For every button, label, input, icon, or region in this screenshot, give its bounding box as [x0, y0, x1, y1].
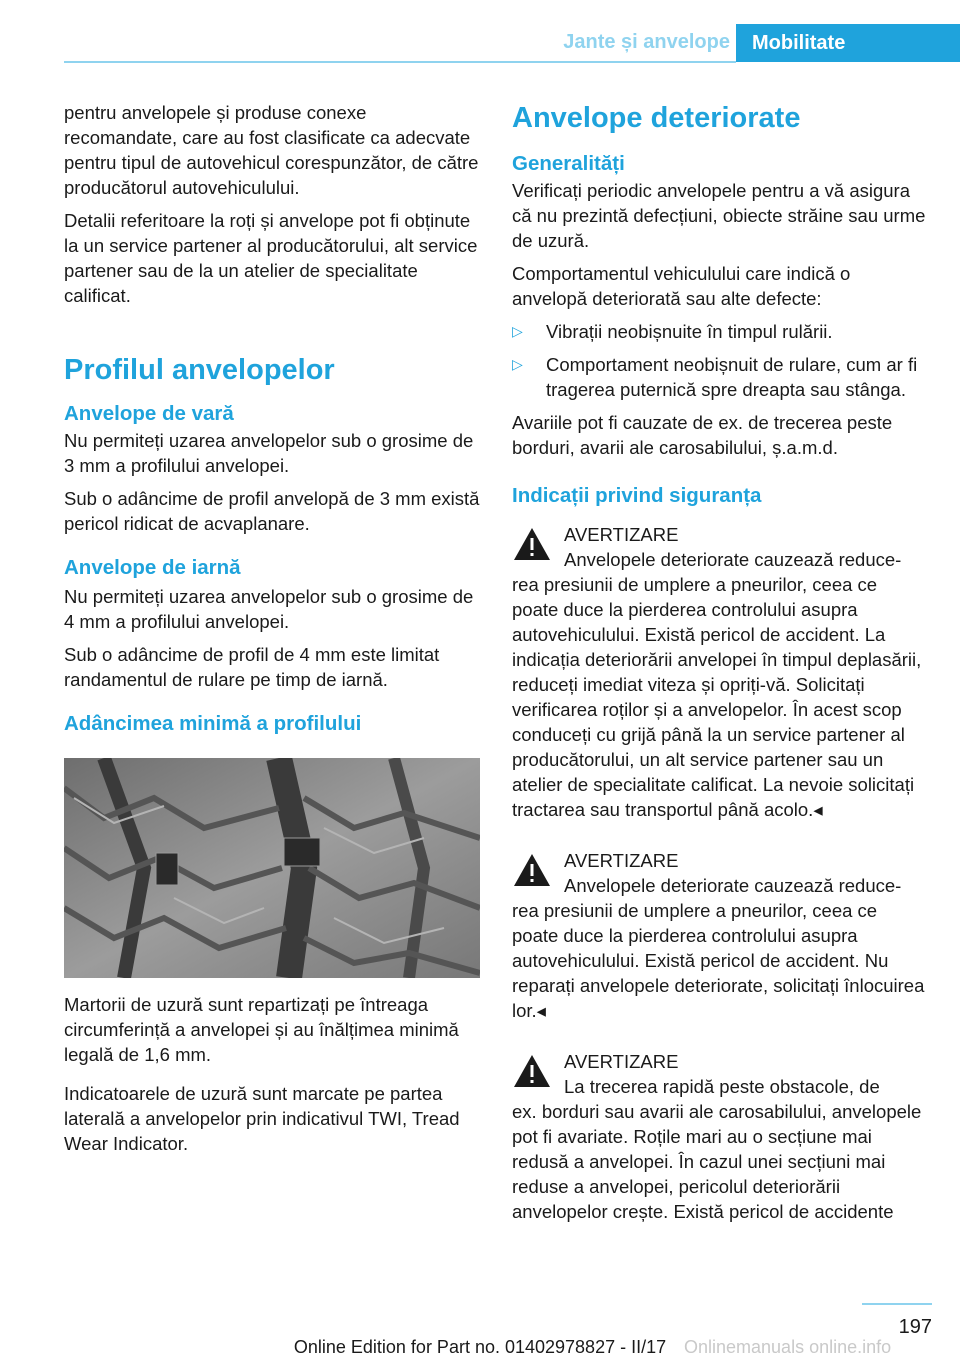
- footer-rule: [862, 1303, 932, 1305]
- list-item: ▷ Vibrații neobișnuite în timpul rulării.: [512, 321, 833, 342]
- paragraph: Verificați periodic anvelopele pentru a vă asigura că nu prezintă defecțiuni, obiecte străine sau urme de uzură.: [512, 180, 926, 251]
- warning-text: La trecerea rapidă peste obstacole, de: [564, 1076, 880, 1097]
- paragraph: Martorii de uzură sunt repartizați pe întreaga circumferință a anvelopei și au înălțimea minimă legală de 1,6 mm.: [64, 994, 459, 1065]
- bullet-triangle-icon: ▷: [512, 356, 523, 372]
- header-rule: [64, 61, 736, 63]
- list-item: ▷ Comportament neobișnuit de rulare, cum ar fi tragerea puternică spre dreapta sau stânga.: [512, 354, 918, 400]
- page-number: 197: [898, 1316, 932, 1338]
- paragraph: Avariile pot fi cauzate de ex. de trecerea peste borduri, avarii ale carosabilului, ș.a.m.d.: [512, 412, 893, 458]
- warning-block: [512, 848, 928, 1023]
- warning-label: AVERTIZARE: [564, 1051, 679, 1072]
- paragraph: Nu permiteți uzarea anvelopelor sub o grosime de 3 mm a profilului anvelopei.: [64, 430, 474, 476]
- subheading-winter: Anvelope de iarnă: [64, 556, 241, 579]
- paragraph: Sub o adâncime de profil de 4 mm este limitat randamentul de rulare pe timp de iarnă.: [64, 644, 440, 690]
- tire-tread-photo: [64, 758, 480, 978]
- warning-text: rea presiunii de umplere a pneurilor, ceea ce poate duce la pierderea controlului asupra autovehiculului. Există pericol de accident. La indicația deteriorării anvelopei în timpul deplasării, reduceți imediat viteza și opriți-vă. Solicitați verificarea roților și a anvelopelor. În acest scop conduceți cu grijă până la un service partener al producătorului, un alt service partener sau un atelier de specialitate calificat. La nevoie solicitați tractarea sau transportul până acolo.◂: [512, 574, 922, 820]
- paragraph: Sub o adâncime de profil anvelopă de 3 mm există pericol ridicat de acvaplanare.: [64, 488, 480, 534]
- warning-triangle-icon: [512, 852, 552, 888]
- section-title-profile: Profilul anvelopelor: [64, 354, 335, 386]
- watermark: Onlinemanuals online.info: [684, 1337, 892, 1357]
- subheading-general: Generalități: [512, 152, 625, 175]
- paragraph: Comportamentul vehiculului care indică o anvelopă deteriorată sau alte defecte:: [512, 263, 851, 309]
- warning-text: ex. borduri sau avarii ale carosabilului, anvelopele pot fi avariate. Roțile mari au o secțiune mai redusă a anvelopei. În cazul unei secțiuni mai reduse a anvelopei, pericolul deteriorării anvelopelor crește. Există pericol de accidente: [512, 1101, 922, 1222]
- subheading-summer: Anvelope de vară: [64, 402, 234, 425]
- bullet-triangle-icon: ▷: [512, 323, 523, 339]
- header-chapter-tab: Mobilitate: [736, 24, 960, 62]
- warning-triangle-icon: [512, 1053, 552, 1089]
- warning-block: [512, 1049, 928, 1224]
- edition-footer: Online Edition for Part no. 01402978827 - II/17: [293, 1337, 667, 1357]
- paragraph: Nu permiteți uzarea anvelopelor sub o grosime de 4 mm a profilului anvelopei.: [64, 586, 474, 632]
- warning-text: rea presiunii de umplere a pneurilor, ceea ce poate duce la pierderea controlului asupra autovehiculului. Există pericol de accident. Nu reparați anvelopele deteriorate, solicitați înlocuirea lor.◂: [512, 900, 925, 1021]
- warning-text: Anvelopele deteriorate cauzează reduce-: [564, 549, 902, 570]
- warning-block: [512, 522, 928, 822]
- subheading-min-depth: Adâncimea minimă a profilului: [64, 712, 362, 735]
- right-column: [512, 100, 928, 1250]
- paragraph: pentru anvelopele și produse conexe recomandate, care au fost clasificate ca adecvate pentru tipul de autovehicul corespunzător, de către producătorul autovehiculului.: [64, 102, 479, 198]
- warning-text: Anvelopele deteriorate cauzează reduce-: [564, 875, 902, 896]
- page-header: [0, 24, 960, 62]
- left-column: [64, 100, 480, 1164]
- header-section-title: Jante și anvelope: [563, 31, 730, 53]
- warning-label: AVERTIZARE: [564, 850, 679, 871]
- paragraph: Indicatoarele de uzură sunt marcate pe partea laterală a anvelopelor prin indicativul TWI, Tread Wear Indicator.: [64, 1083, 460, 1154]
- warning-triangle-icon: [512, 526, 552, 562]
- paragraph: Detalii referitoare la roți și anvelope pot fi obținute la un service partener al producătorului, alt service partener sau de la un atelier de specialitate calificat.: [64, 210, 478, 306]
- subheading-safety: Indicații privind siguranța: [512, 484, 762, 507]
- section-title-damaged-tires: Anvelope deteriorate: [512, 102, 801, 134]
- warning-label: AVERTIZARE: [564, 524, 679, 545]
